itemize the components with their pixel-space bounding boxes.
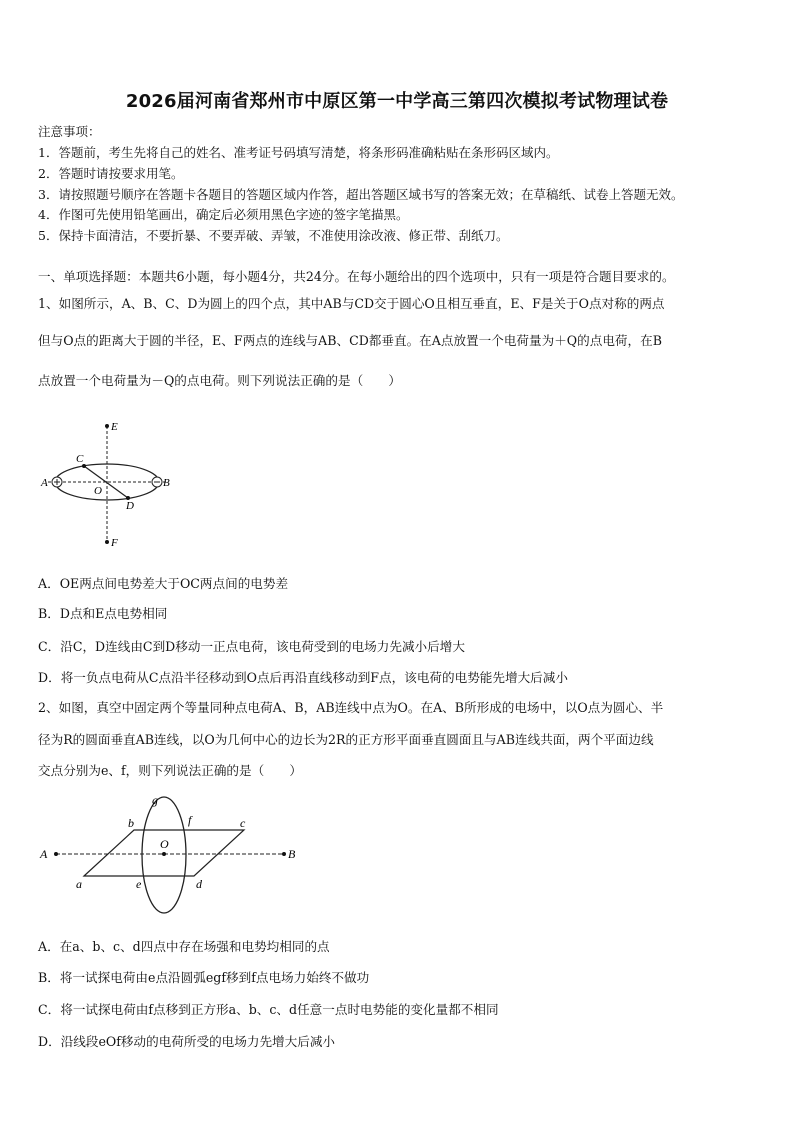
q1-fig-label-B: B — [163, 477, 170, 489]
q2-option-d: D．沿线段eOf移动的电荷所受的电场力先增大后减小 — [38, 1034, 336, 1049]
q2-figure — [36, 790, 306, 920]
q2-fig-label-b: b — [128, 816, 134, 830]
notice-item-1: 1．答题前，考生先将自己的姓名、准考证号码填写清楚，将条形码准确粘贴在条形码区域内。 — [38, 145, 559, 160]
q2-fig-label-a: a — [76, 877, 82, 891]
q2-fig-label-f: f — [188, 813, 192, 827]
q2-option-b: B．将一试探电荷由e点沿圆弧egf移到f点电场力始终不做功 — [38, 970, 370, 985]
q1-fig-label-A: A — [41, 477, 48, 489]
section-heading: 一、单项选择题：本题共6小题，每小题4分，共24分。在每小题给出的四个选项中，只有一项是符合题目要求的。 — [38, 269, 675, 284]
q1-stem-line3: 点放置一个电荷量为－Q的点电荷。则下列说法正确的是（ ） — [38, 373, 401, 388]
notice-item-4: 4．作图可先使用铅笔画出，确定后必须用黑色字迹的签字笔描黑。 — [38, 207, 409, 222]
q1-option-a: A．OE两点间电势差大于OC两点间的电势差 — [38, 576, 289, 591]
q1-fig-label-F: F — [111, 537, 118, 549]
q2-stem-line3: 交点分别为e、f，则下列说法正确的是（ ） — [38, 763, 302, 778]
q2-fig-label-g: g — [152, 793, 158, 807]
q2-fig-label-c: c — [240, 816, 246, 830]
q1-fig-label-E: E — [111, 421, 118, 433]
notice-item-3: 3．请按照题号顺序在答题卡各题目的答题区域内作答，超出答题区域书写的答案无效；在草稿纸、试卷上答题无效。 — [38, 187, 684, 202]
q2-fig-label-d: d — [196, 877, 202, 891]
q2-option-c: C．将一试探电荷由f点移到正方形a、b、c、d任意一点时电势能的变化量都不相同 — [38, 1002, 499, 1017]
q1-option-d: D．将一负点电荷从C点沿半径移动到O点后再沿直线移动到F点，该电荷的电势能先增大后减小 — [38, 670, 568, 685]
q2-stem-line1: 2、如图，真空中固定两个等量同种点电荷A、B，AB连线中点为O。在A、B所形成的电场中，以O点为圆心、半 — [38, 700, 664, 715]
q2-fig-label-B: B — [288, 847, 296, 861]
q1-stem-line2: 但与O点的距离大于圆的半径，E、F两点的连线与AB、CD都垂直。在A点放置一个电荷量为＋Q的点电荷，在B — [38, 333, 662, 348]
q1-figure — [36, 412, 186, 552]
q1-stem-line1: 1、如图所示，A、B、C、D为圆上的四个点，其中AB与CD交于圆心O且相互垂直，E、F是关于O点对称的两点 — [38, 296, 665, 311]
notice-heading: 注意事项： — [38, 124, 101, 139]
page-title: 2026届河南省郑州市中原区第一中学高三第四次模拟考试物理试卷 — [125, 91, 669, 112]
q1-fig-label-C: C — [76, 453, 84, 465]
q2-fig-label-O: O — [160, 837, 169, 851]
q2-stem-line2: 径为R的圆面垂直AB连线，以O为几何中心的边长为2R的正方形平面垂直圆面且与AB连线共面，两个平面边线 — [38, 732, 654, 747]
q2-fig-label-A: A — [40, 847, 48, 861]
q1-fig-label-D: D — [126, 500, 134, 512]
q2-option-a: A．在a、b、c、d四点中存在场强和电势均相同的点 — [38, 939, 330, 954]
q1-option-c: C．沿C，D连线由C到D移动一正点电荷，该电荷受到的电场力先减小后增大 — [38, 639, 465, 654]
q2-fig-label-e: e — [136, 877, 142, 891]
q1-option-b: B．D点和E点电势相同 — [38, 606, 168, 621]
q1-fig-label-O: O — [94, 485, 102, 497]
notice-item-2: 2．答题时请按要求用笔。 — [38, 166, 184, 181]
notice-item-5: 5．保持卡面清洁，不要折暴、不要弄破、弄皱，不准使用涂改液、修正带、刮纸刀。 — [38, 228, 509, 243]
